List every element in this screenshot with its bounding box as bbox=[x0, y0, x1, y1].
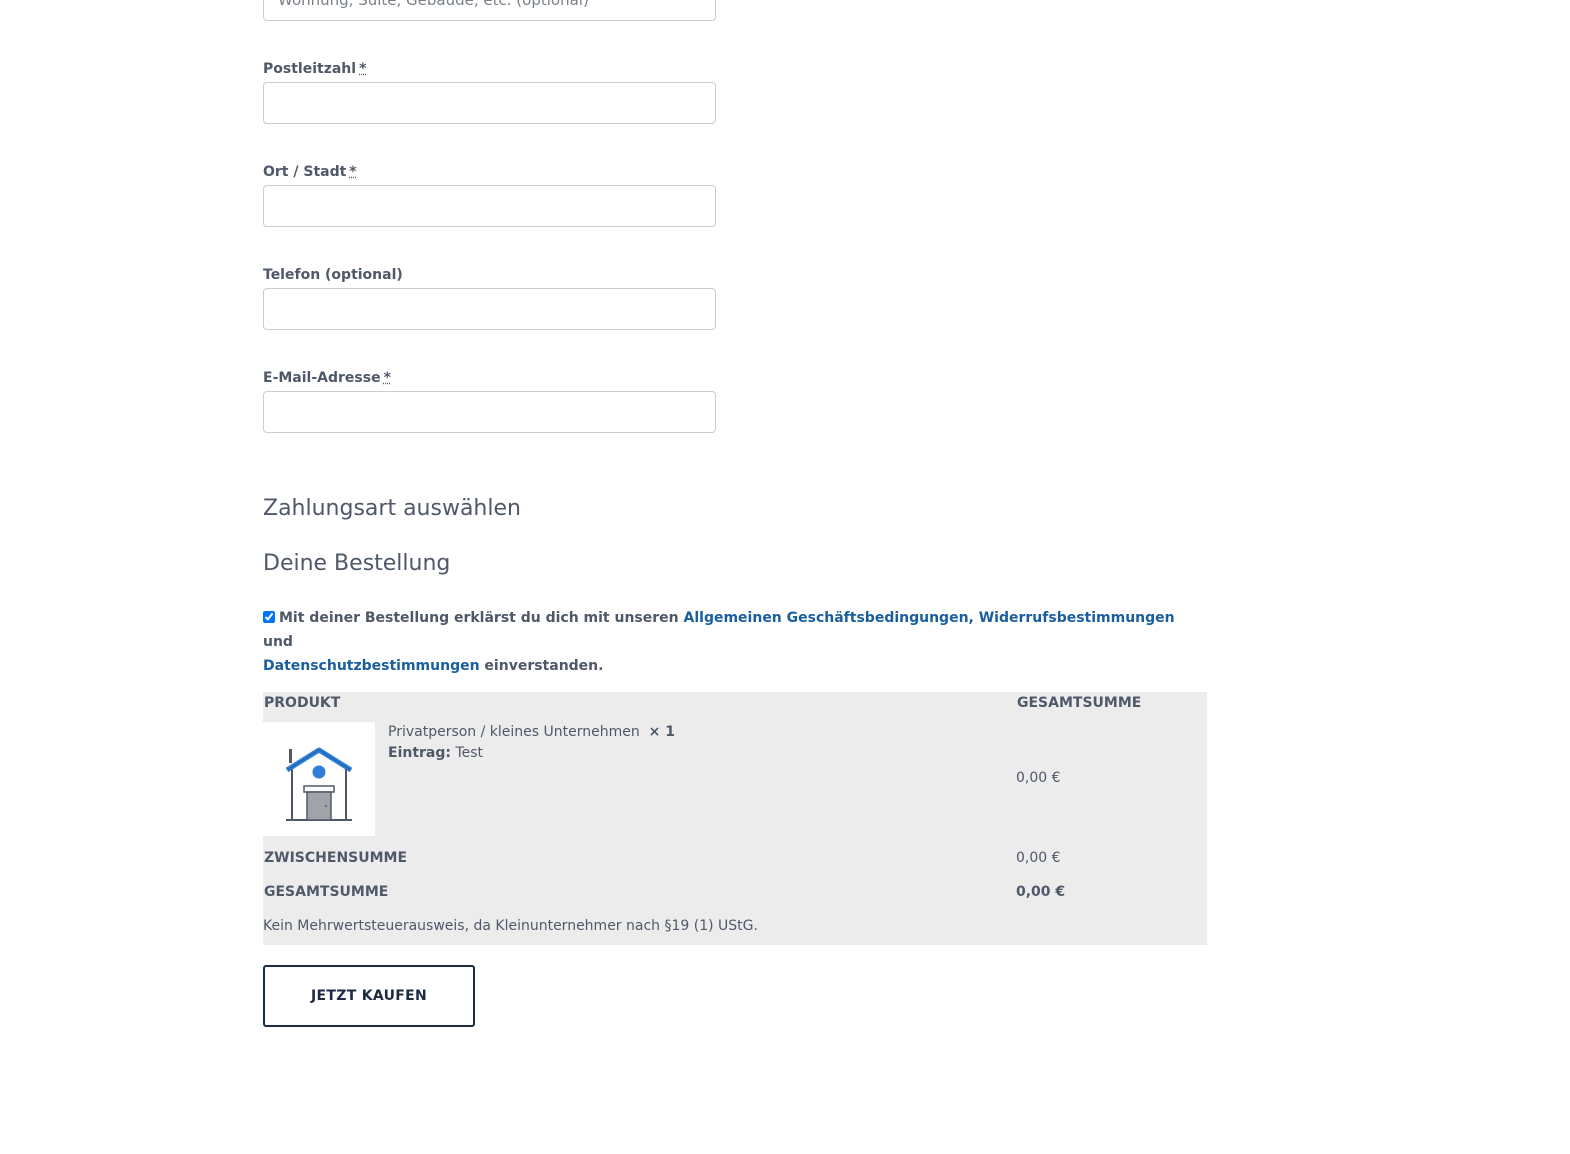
product-quantity: × 1 bbox=[648, 724, 676, 740]
city-label: Ort / Stadt * bbox=[263, 164, 357, 180]
total-column-header: GESAMTSUMME bbox=[1017, 695, 1142, 711]
order-title: Deine Bestellung bbox=[263, 551, 451, 576]
email-label: E-Mail-Adresse * bbox=[263, 370, 391, 386]
product-name: Privatperson / kleines Unternehmen × 1 bbox=[388, 724, 676, 740]
product-price: 0,00 € bbox=[1016, 770, 1061, 786]
order-review-table bbox=[263, 692, 1207, 945]
terms-agreement: Mit deiner Bestellung erklärst du dich mit unseren Allgemeinen Geschäftsbedingungen, Widerrufsbestimmungen und Datenschutzbestimmungen einverstanden. bbox=[263, 610, 1175, 674]
phone-input[interactable] bbox=[263, 288, 716, 330]
house-icon bbox=[263, 722, 375, 836]
required-mark: * bbox=[349, 164, 357, 180]
address-line-2-input[interactable] bbox=[263, 0, 716, 21]
datenschutz-link[interactable]: Datenschutzbestimmungen bbox=[263, 658, 480, 674]
required-mark: * bbox=[383, 370, 391, 386]
subtotal-value: 0,00 € bbox=[1016, 850, 1061, 866]
email-input[interactable] bbox=[263, 391, 716, 433]
product-column-header: PRODUKT bbox=[264, 695, 341, 711]
product-meta: Eintrag: Test bbox=[388, 745, 484, 761]
city-input[interactable] bbox=[263, 185, 716, 227]
total-value: 0,00 € bbox=[1016, 884, 1066, 900]
postcode-input[interactable] bbox=[263, 82, 716, 124]
agb-link[interactable]: Allgemeinen Geschäftsbedingungen, bbox=[683, 610, 974, 626]
tax-note: Kein Mehrwertsteuerausweis, da Kleinunternehmer nach §19 (1) UStG. bbox=[263, 918, 758, 934]
subtotal-label: ZWISCHENSUMME bbox=[264, 850, 408, 866]
postcode-label: Postleitzahl * bbox=[263, 61, 367, 77]
terms-checkbox[interactable] bbox=[263, 611, 275, 623]
payment-method-title: Zahlungsart auswählen bbox=[263, 496, 521, 521]
required-mark: * bbox=[359, 61, 367, 77]
buy-now-button[interactable]: JETZT KAUFEN bbox=[263, 965, 475, 1027]
widerruf-link[interactable]: Widerrufsbestimmungen bbox=[978, 610, 1175, 626]
product-thumbnail bbox=[263, 722, 375, 836]
phone-label: Telefon (optional) bbox=[263, 267, 403, 283]
total-label: GESAMTSUMME bbox=[264, 884, 389, 900]
